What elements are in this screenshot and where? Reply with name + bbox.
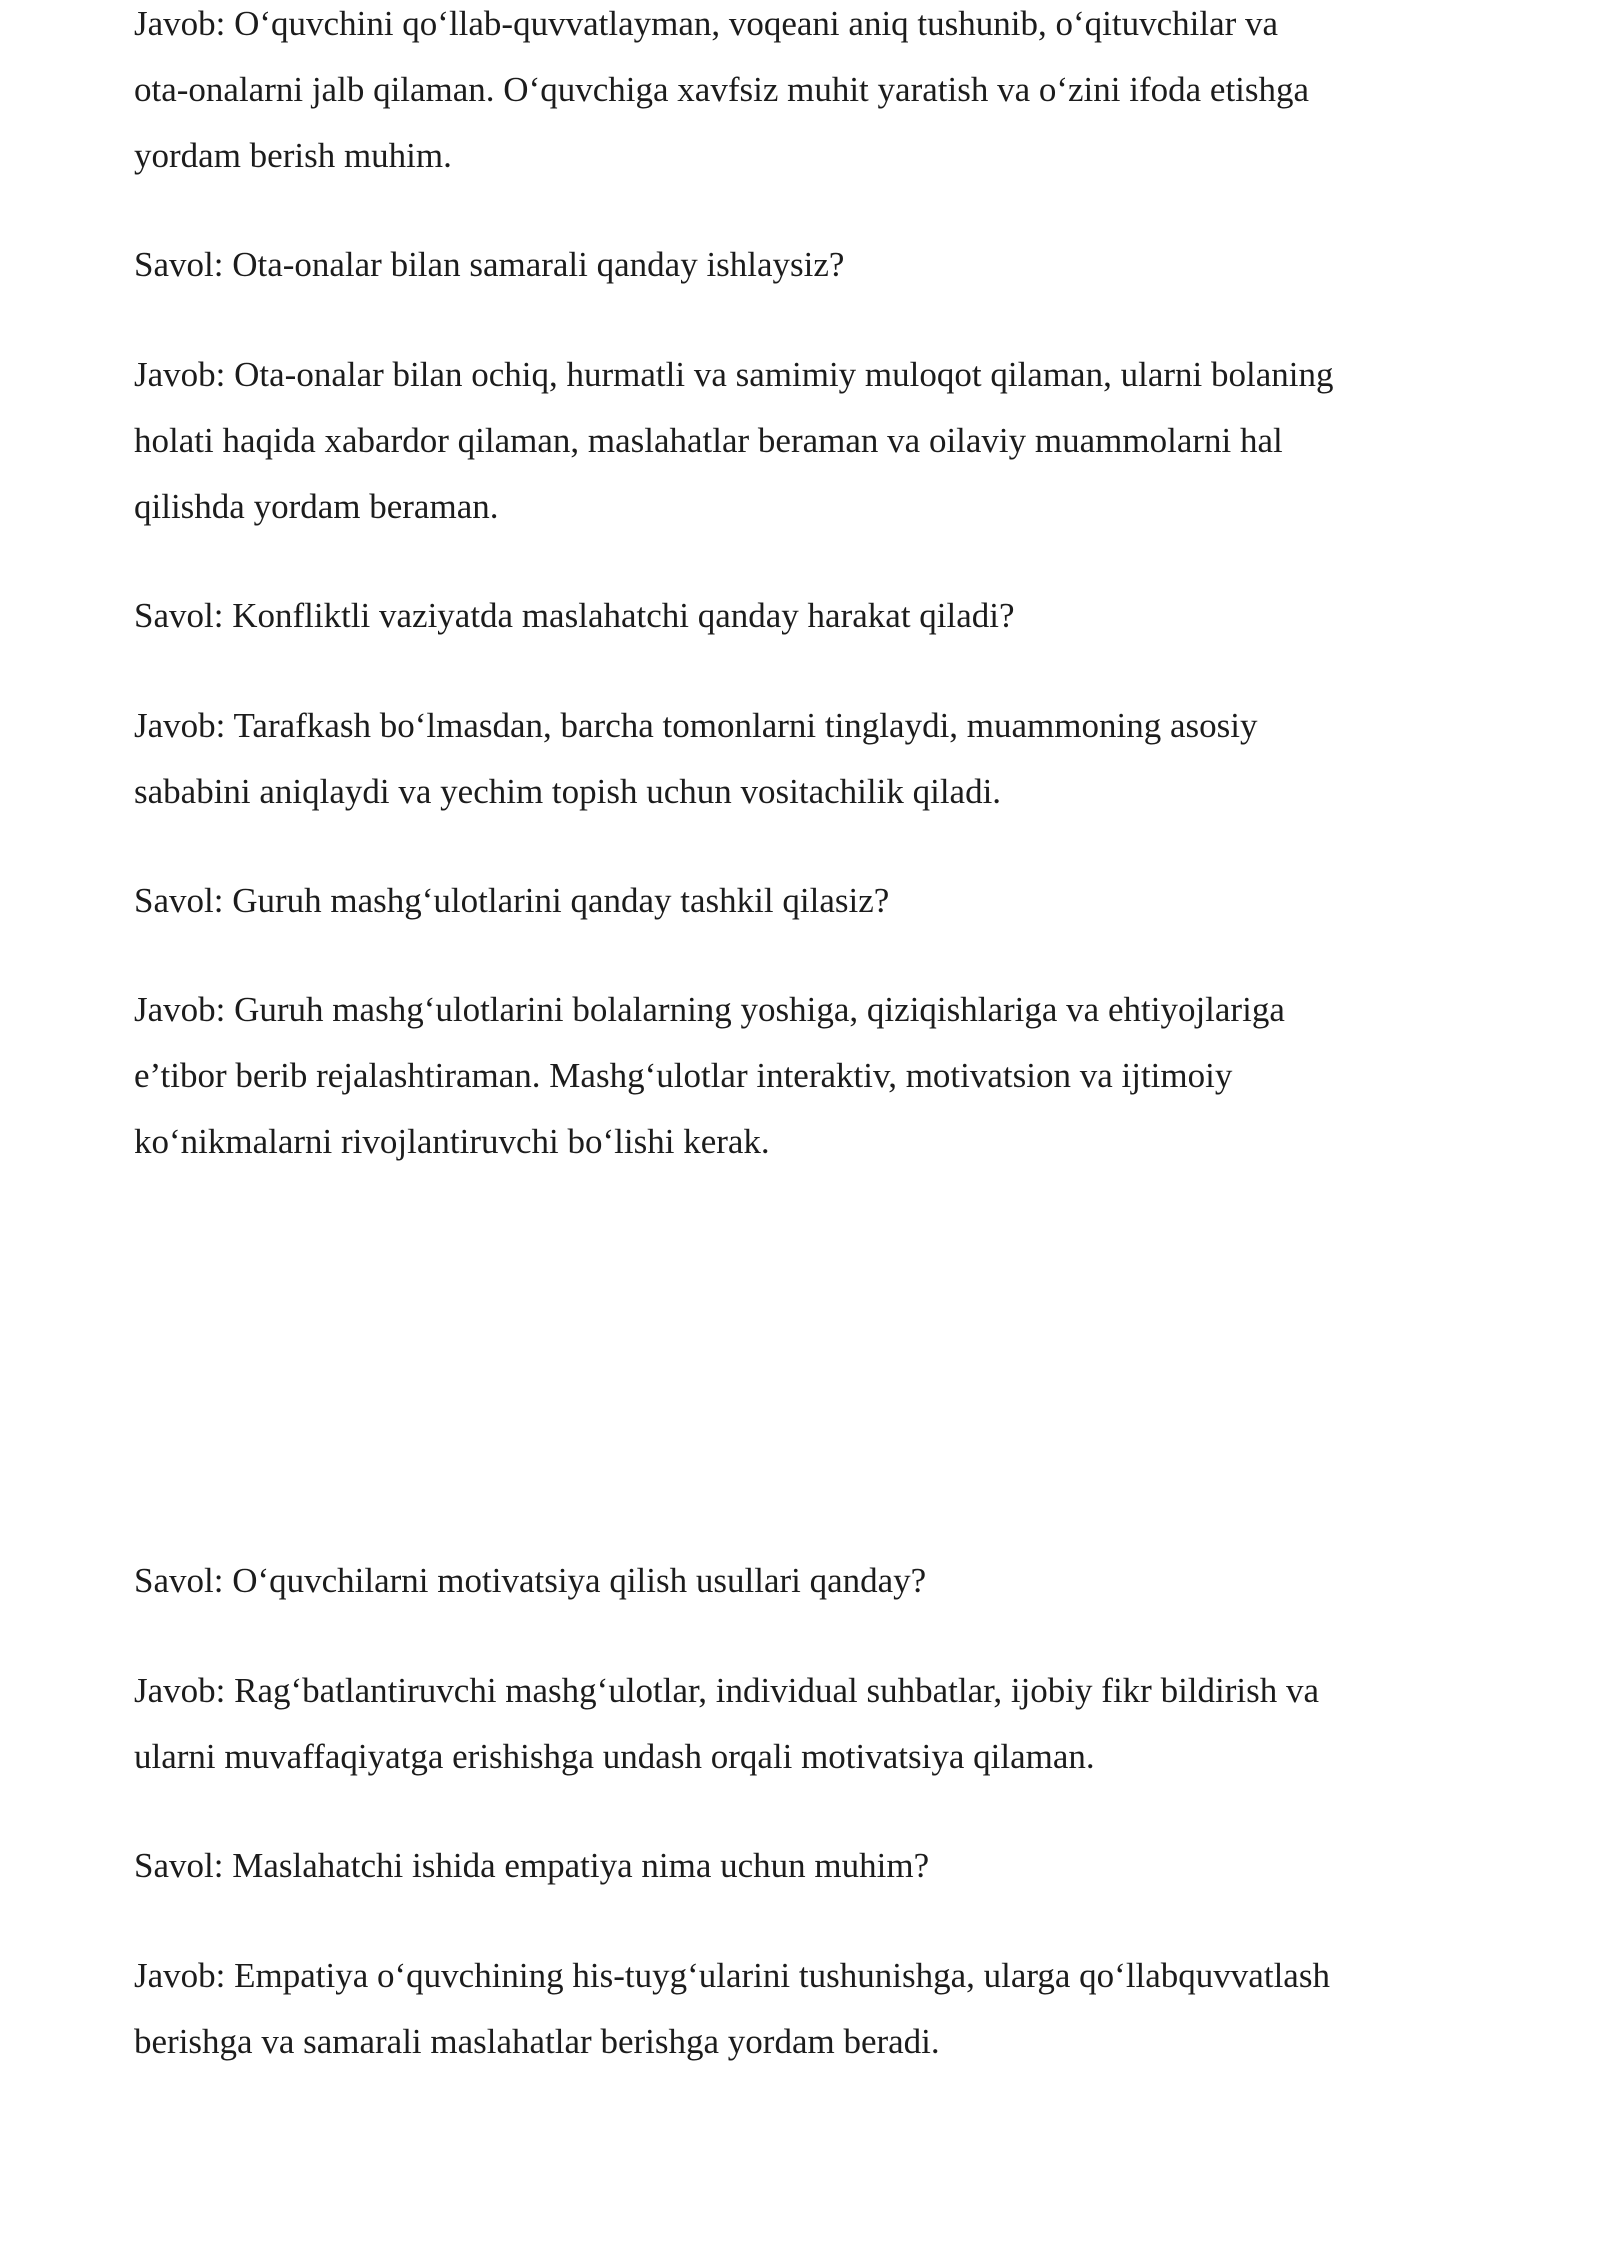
text-line: Savol: Maslahatchi ishida empatiya nima uchun muhim? bbox=[134, 1846, 930, 1885]
text-line: ota-onalarni jalb qilaman. Oʻquvchiga xavfsiz muhit yaratish va oʻzini ifoda etishga bbox=[134, 70, 1310, 109]
text-line: Savol: Oʻquvchilarni motivatsiya qilish usullari qanday? bbox=[134, 1561, 927, 1600]
text-line: Javob: Ota-onalar bilan ochiq, hurmatli va samimiy muloqot qilaman, ularni bolaning bbox=[134, 355, 1334, 394]
text-line: yordam berish muhim. bbox=[134, 136, 452, 175]
answer-paragraph bbox=[134, 342, 1464, 540]
question-paragraph bbox=[134, 1833, 1464, 1899]
text-line: qilishda yordam beraman. bbox=[134, 487, 499, 526]
text-line: koʻnikmalarni rivojlantiruvchi boʻlishi kerak. bbox=[134, 1122, 770, 1161]
answer-paragraph bbox=[134, 1943, 1464, 2075]
question-paragraph bbox=[134, 232, 1464, 298]
text-line: berishga va samarali maslahatlar berishga yordam beradi. bbox=[134, 2022, 940, 2061]
text-line: Javob: Tarafkash boʻlmasdan, barcha tomonlarni tinglaydi, muammoning asosiy bbox=[134, 706, 1258, 745]
text-line: Javob: Ragʻbatlantiruvchi mashgʻulotlar, individual suhbatlar, ijobiy fikr bildirish va bbox=[134, 1671, 1320, 1710]
text-line: Javob: Oʻquvchini qoʻllab-quvvatlayman, voqeani aniq tushunib, oʻqituvchilar va bbox=[134, 4, 1279, 43]
text-line: holati haqida xabardor qilaman, maslahatlar beraman va oilaviy muammolarni hal bbox=[134, 421, 1283, 460]
text-line: Savol: Guruh mashgʻulotlarini qanday tashkil qilasiz? bbox=[134, 881, 890, 920]
answer-paragraph bbox=[134, 1658, 1464, 1790]
question-paragraph bbox=[134, 868, 1464, 934]
question-paragraph bbox=[134, 1548, 1464, 1614]
text-line: Javob: Empatiya oʻquvchining his-tuygʻularini tushunishga, ularga qoʻllabquvvatlash bbox=[134, 1956, 1330, 1995]
text-line: Javob: Guruh mashgʻulotlarini bolalarning yoshiga, qiziqishlariga va ehtiyojlariga bbox=[134, 990, 1285, 1029]
answer-paragraph bbox=[134, 977, 1464, 1175]
question-paragraph bbox=[134, 583, 1464, 649]
text-line: sababini aniqlaydi va yechim topish uchun vositachilik qiladi. bbox=[134, 772, 1002, 811]
text-line: Savol: Konfliktli vaziyatda maslahatchi qanday harakat qiladi? bbox=[134, 596, 1015, 635]
answer-paragraph bbox=[134, 0, 1464, 189]
text-line: e’tibor berib rejalashtiraman. Mashgʻulotlar interaktiv, motivatsion va ijtimoiy bbox=[134, 1056, 1233, 1095]
answer-paragraph bbox=[134, 693, 1464, 825]
text-line: Savol: Ota-onalar bilan samarali qanday ishlaysiz? bbox=[134, 245, 845, 284]
text-line: ularni muvaffaqiyatga erishishga undash orqali motivatsiya qilaman. bbox=[134, 1737, 1095, 1776]
